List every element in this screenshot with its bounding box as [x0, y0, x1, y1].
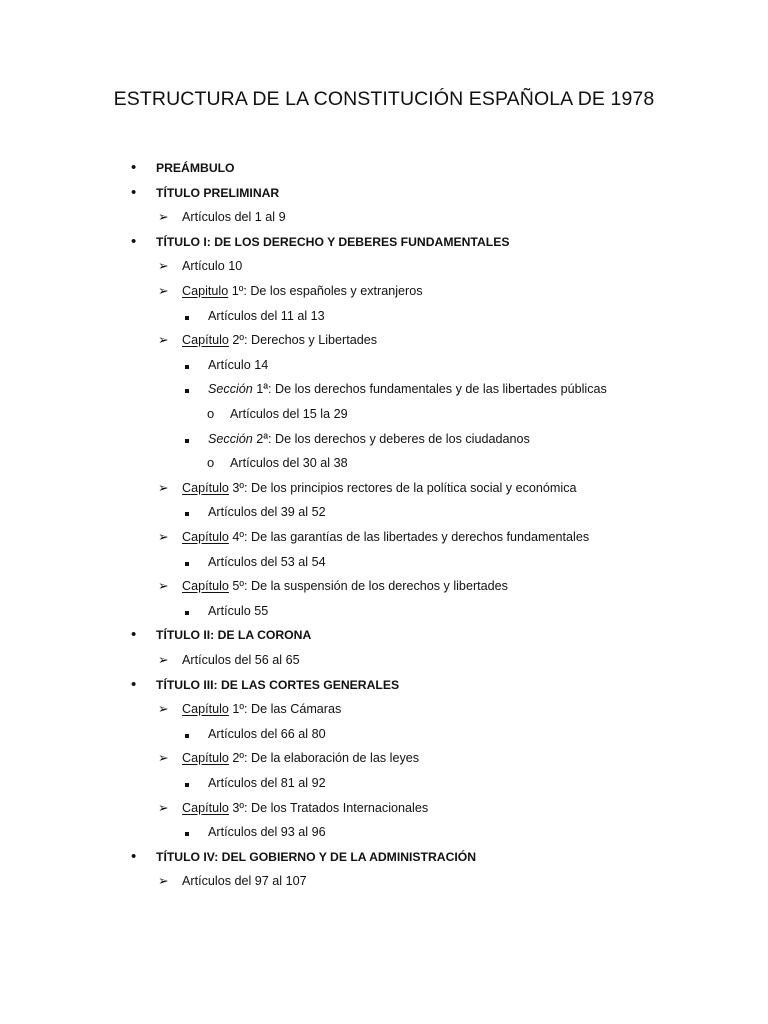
- chapter-label: Capítulo: [182, 801, 229, 815]
- outline-item-text: [182, 748, 419, 768]
- outline-item-heading: 3º: De los principios rectores de la política social y económica: [228, 481, 577, 495]
- outline-item-heading: 2º: De la elaboración de las leyes: [228, 751, 420, 765]
- outline-item-text: TÍTULO II: DE LA CORONA: [156, 628, 312, 642]
- arrow-bullet-icon: ➢: [158, 333, 169, 347]
- square-bullet-icon: [185, 822, 193, 842]
- outline-item-text: [182, 330, 377, 350]
- square-bullet-icon: [185, 379, 193, 399]
- outline-item-text: [208, 429, 530, 449]
- outline-item-heading: 1º: De los españoles y extranjeros: [228, 284, 423, 298]
- bullet-icon: •: [131, 159, 137, 176]
- outline-item-heading: 1ª: De los derechos fundamentales y de las libertades públicas: [252, 382, 607, 396]
- outline-item-text: TÍTULO PRELIMINAR: [156, 186, 280, 200]
- outline-item-text: TÍTULO IV: DEL GOBIERNO Y DE LA ADMINISTRACIÓN: [156, 850, 477, 864]
- outline-item-text: Artículo 55: [208, 604, 269, 618]
- arrow-bullet-icon: ➢: [158, 874, 169, 888]
- outline-item-text: Artículos del 11 al 13: [208, 309, 325, 323]
- chapter-label: Capítulo: [182, 751, 229, 765]
- outline-item-text: [208, 379, 607, 399]
- outline-item-text: Artículos del 93 al 96: [208, 825, 326, 839]
- section-label: Sección: [208, 432, 253, 446]
- square-bullet-icon: [185, 429, 193, 449]
- arrow-bullet-icon: ➢: [158, 579, 169, 593]
- outline-item-heading: 4º: De las garantías de las libertades y derechos fundamentales: [228, 530, 590, 544]
- outline-item-heading: 3º: De los Tratados Internacionales: [228, 801, 429, 815]
- chapter-label: Capítulo: [182, 702, 229, 716]
- circle-bullet-icon: o: [207, 455, 215, 470]
- square-bullet-icon: [185, 773, 193, 793]
- outline-item-text: PREÁMBULO: [156, 161, 235, 175]
- outline-item-text: [182, 527, 589, 547]
- outline-item-heading: 2ª: De los derechos y deberes de los ciudadanos: [252, 432, 530, 446]
- outline-item-heading: 5º: De la suspensión de los derechos y libertades: [228, 579, 508, 593]
- bullet-icon: •: [131, 848, 137, 865]
- outline-item-text: TÍTULO I: DE LOS DERECHO Y DEBERES FUNDAMENTALES: [156, 235, 510, 249]
- outline-item-text: Artículo 10: [182, 259, 243, 273]
- arrow-bullet-icon: ➢: [158, 801, 169, 815]
- outline-item-text: [182, 281, 423, 301]
- outline-item-text: [182, 478, 577, 498]
- outline-item-text: Artículo 14: [208, 358, 269, 372]
- outline-item-text: Artículos del 15 la 29: [230, 407, 348, 421]
- outline-item-heading: 1º: De las Cámaras: [228, 702, 342, 716]
- square-bullet-icon: [185, 502, 193, 522]
- arrow-bullet-icon: ➢: [158, 284, 169, 298]
- arrow-bullet-icon: ➢: [158, 530, 169, 544]
- bullet-icon: •: [131, 184, 137, 201]
- arrow-bullet-icon: ➢: [158, 259, 169, 273]
- outline-item-text: Artículos del 39 al 52: [208, 505, 326, 519]
- square-bullet-icon: [185, 601, 193, 621]
- chapter-label: Capítulo: [182, 530, 229, 544]
- chapter-label: Capítulo: [182, 579, 229, 593]
- outline-item-text: Artículos del 1 al 9: [182, 210, 286, 224]
- outline-item-text: [182, 798, 428, 818]
- outline-item-text: TÍTULO III: DE LAS CORTES GENERALES: [156, 678, 400, 692]
- outline-item-text: Artículos del 97 al 107: [182, 874, 307, 888]
- chapter-label: Capitulo: [182, 284, 229, 298]
- square-bullet-icon: [185, 552, 193, 572]
- circle-bullet-icon: o: [207, 406, 215, 421]
- outline-item-text: [182, 699, 341, 719]
- section-label: Sección: [208, 382, 253, 396]
- chapter-label: Capítulo: [182, 333, 229, 347]
- outline-item-text: Artículos del 56 al 65: [182, 653, 300, 667]
- outline-item-heading: 2º: Derechos y Libertades: [228, 333, 378, 347]
- chapter-label: Capítulo: [182, 481, 229, 495]
- outline-item-text: Artículos del 53 al 54: [208, 555, 326, 569]
- outline-item-text: [182, 576, 508, 596]
- square-bullet-icon: [185, 724, 193, 744]
- square-bullet-icon: [185, 306, 193, 326]
- square-bullet-icon: [185, 355, 193, 375]
- document-title: ESTRUCTURA DE LA CONSTITUCIÓN ESPAÑOLA DE 1978: [113, 88, 655, 110]
- bullet-icon: •: [131, 676, 137, 693]
- arrow-bullet-icon: ➢: [158, 481, 169, 495]
- outline-item-text: Artículos del 66 al 80: [208, 727, 326, 741]
- bullet-icon: •: [131, 626, 137, 643]
- bullet-icon: •: [131, 233, 137, 250]
- arrow-bullet-icon: ➢: [158, 751, 169, 765]
- arrow-bullet-icon: ➢: [158, 702, 169, 716]
- arrow-bullet-icon: ➢: [158, 210, 169, 224]
- outline-item-text: Artículos del 81 al 92: [208, 776, 326, 790]
- outline-item-text: Artículos del 30 al 38: [230, 456, 348, 470]
- arrow-bullet-icon: ➢: [158, 653, 169, 667]
